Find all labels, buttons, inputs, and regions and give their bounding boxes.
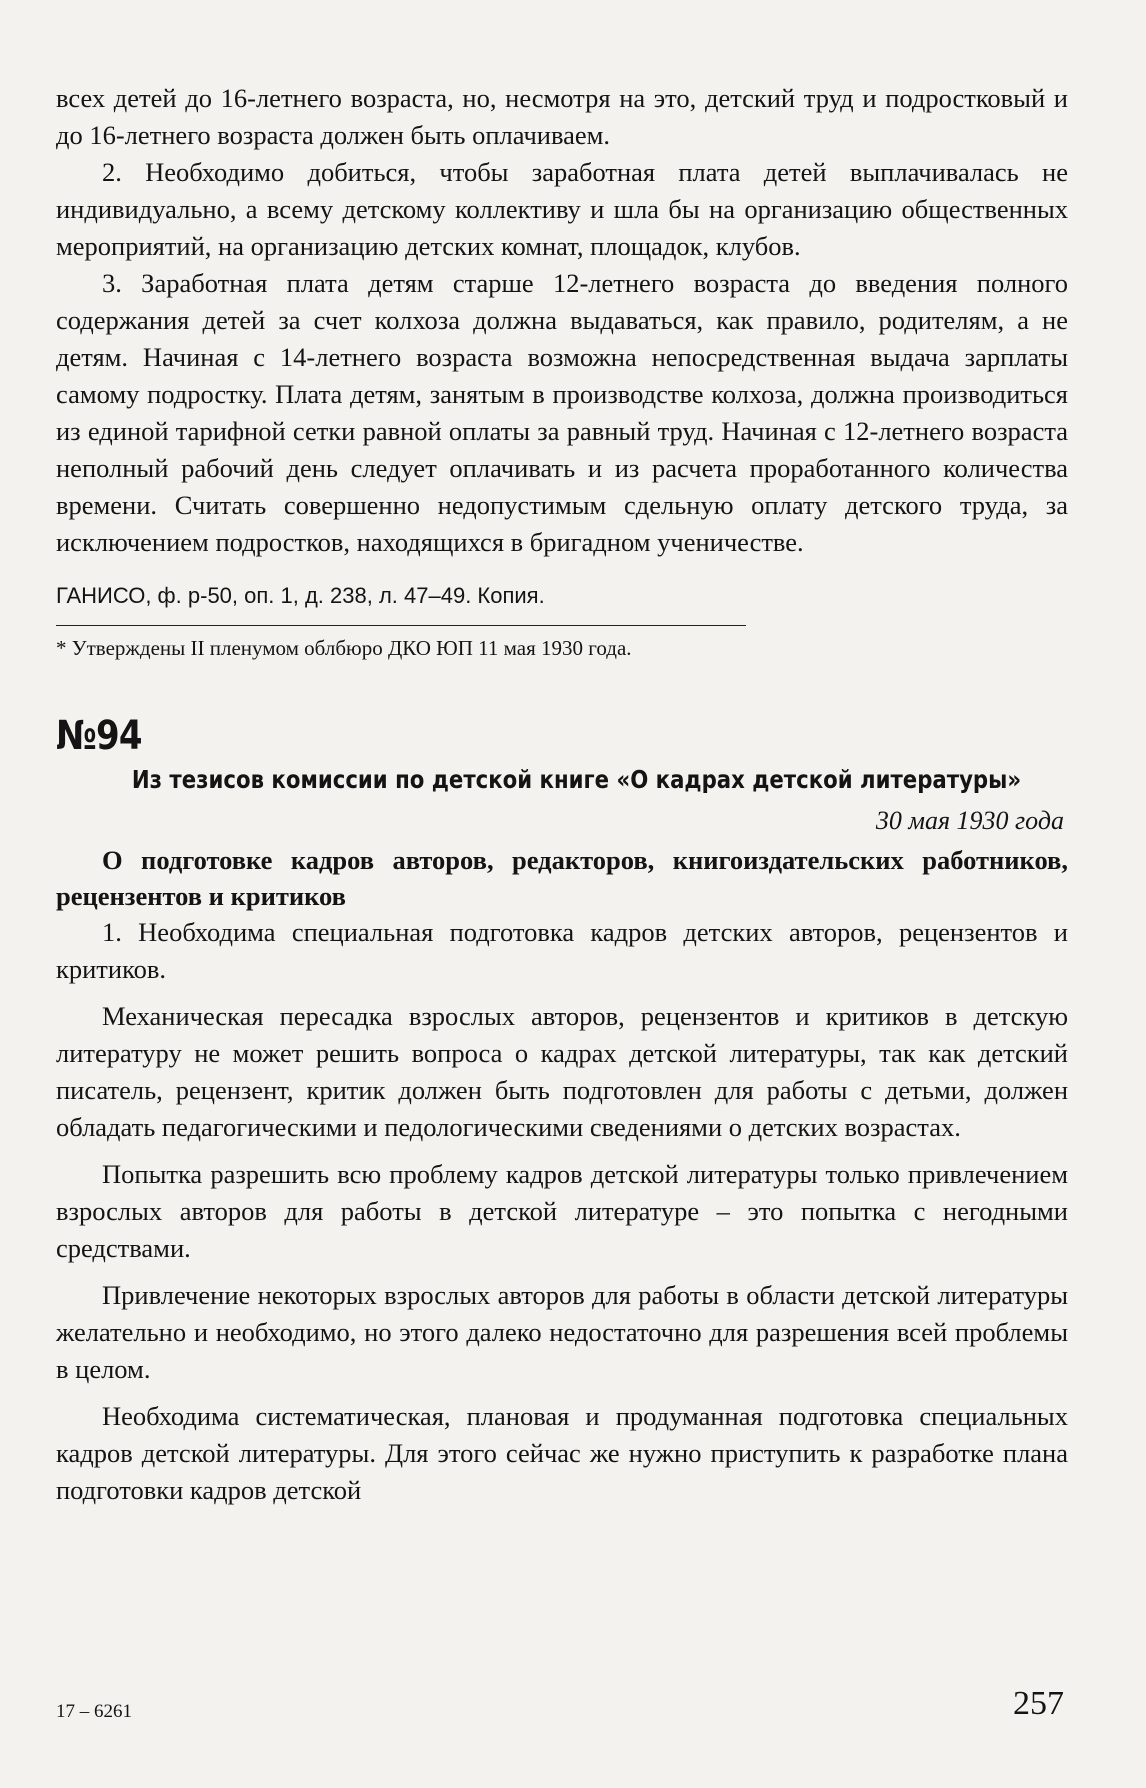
footnote-divider xyxy=(56,625,746,626)
document-paragraph-5: Необходима систематическая, плановая и продуманная подготовка специальных кадров детской литературы. Для этого сейчас же нужно приступить к разработке плана подготовки кадров детской xyxy=(56,1401,1068,1505)
section-heading: О подготовке кадров авторов, редакторов, книгоиздательских работников, рецензентов и критиков xyxy=(56,845,1068,911)
paragraph-point-2: 2. Необходимо добиться, чтобы заработная плата детей выплачивалась не индивидуально, а всему детскому коллективу и шла бы на организацию общественных мероприятий, на организацию детских комнат, площадок, клубов. xyxy=(56,157,1068,261)
document-paragraph-2: Механическая пересадка взрослых авторов, рецензентов и критиков в детскую литературу не может решить вопроса о кадрах детской литературы, так как детский писатель, рецензент, критик должен быть подготовлен для работы с детьми, должен обладать педагогическими и педологическими сведениями о детских возрастах. xyxy=(56,1001,1068,1142)
printer-folio: 17 – 6261 xyxy=(56,1701,132,1722)
document-date: 30 мая 1930 года xyxy=(875,806,1064,835)
paragraph-continuation: всех детей до 16-летнего возраста, но, несмотря на это, детский труд и подростковый и до 16-летнего возраста должен быть оплачиваем. xyxy=(56,83,1068,150)
page-content xyxy=(56,80,1068,1509)
document-number: №94 xyxy=(56,713,142,759)
document-paragraph-3: Попытка разрешить всю проблему кадров детской литературы только привлечением взрослых авторов для работы в детской литературе – это попытка с негодными средствами. xyxy=(56,1159,1068,1263)
document-title: Из тезисов комиссии по детской книге «О кадрах детской литературы» xyxy=(131,765,1022,794)
document-paragraph-4: Привлечение некоторых взрослых авторов для работы в области детской литературы желательно и необходимо, но этого далеко недостаточно для разрешения всей проблемы в целом. xyxy=(56,1280,1068,1384)
paragraph-point-3: 3. Заработная плата детям старше 12-летнего возраста до введения полного содержания детей за счет колхоза должна выдаваться, как правило, родителям, а не детям. Начиная с 14-летнего возраста возможна непосредственная выдача зарплаты самому подростку. Плата детям, занятым в производстве колхоза, должна производиться из единой тарифной сетки равной оплаты за равный труд. Начиная с 12-летнего возраста неполный рабочий день следует оплачивать и из расчета проработанного количества времени. Считать совершенно недопустимым сдельную оплату детского труда, за исключением подростков, находящихся в бригадном ученичестве. xyxy=(56,268,1068,557)
document-paragraph-1: 1. Необходима специальная подготовка кадров детских авторов, рецензентов и критиков. xyxy=(56,917,1068,984)
footnote: * Утверждены II пленумом облбюро ДКО ЮП 11 мая 1930 года. xyxy=(56,636,632,660)
archive-source-reference: ГАНИСО, ф. р-50, оп. 1, д. 238, л. 47–49. Копия. xyxy=(56,583,545,608)
page-number: 257 xyxy=(1013,1685,1064,1722)
